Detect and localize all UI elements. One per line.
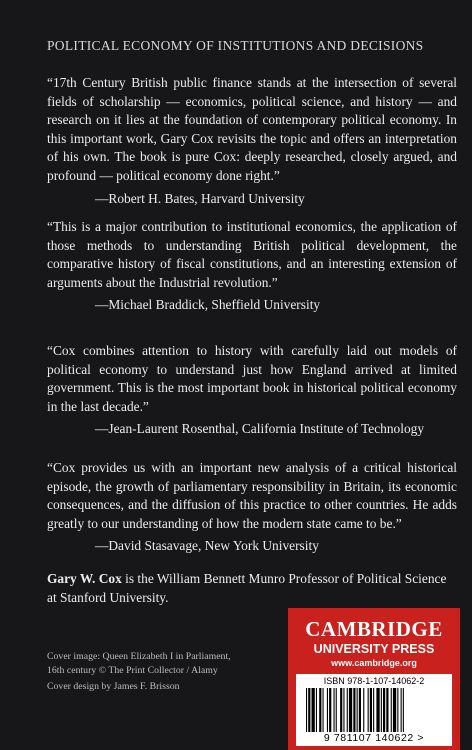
cover-image-credit: Cover image: Queen Elizabeth I in Parliament, 16th century © The Print Collector / Alamy [47,651,231,676]
endorsement-quote: “This is a major contribution to institutional economics, the application of those methods to understanding British political development, the comparative history of fiscal constitutions, and an interesting extension of arguments about the Industrial revolution.” [47,219,457,290]
publisher-name: CAMBRIDGE [305,617,443,641]
publisher-url: www.cambridge.org [331,658,417,668]
publisher-subtitle: UNIVERSITY PRESS [313,642,435,656]
author-bio [47,570,457,607]
publisher-block [288,608,460,750]
endorsement-attribution: —Jean-Laurent Rosenthal, California Institute of Technology [95,421,425,437]
endorsement-bates [47,74,457,208]
barcode-panel [296,674,452,746]
isbn-label: ISBN 978-1-107-14062-2 [323,676,425,686]
cover-design-credit: Cover design by James F. Brisson [47,681,180,692]
endorsement-attribution: —Michael Braddick, Sheffield University [95,297,321,313]
series-title: POLITICAL ECONOMY OF INSTITUTIONS AND DECISIONS [47,38,424,53]
endorsement-quote: “Cox provides us with an important new analysis of a critical historical episode, the growth of parliamentary responsibility in Britain, its economic consequences, and the diffusion of this practice to other countries. He adds greatly to our understanding of how the modern state came to be.” [47,460,457,531]
author-name: Gary W. Cox [47,571,122,586]
endorsement-stasavage [47,459,457,556]
endorsement-braddick [47,218,457,315]
endorsement-quote: “Cox combines attention to history with carefully laid out models of political economy to understand just how England arrived at limited government. This is the most important book in historical political economy in the last decade.” [47,343,457,414]
author-bio-text: is the William Bennett Munro Professor of Political Science at Stanford University. [47,571,447,605]
endorsement-attribution: —Robert H. Bates, Harvard University [95,190,305,206]
barcode-icon [304,688,444,732]
endorsement-attribution: —David Stasavage, New York University [95,538,319,554]
endorsement-quote: “17th Century British public finance stands at the intersection of several fields of scholarship — economics, political science, and history — and research on it lies at the foundation of contemporary political economy. In this important work, Gary Cox revisits the topic and offers an interpretation of his own. The book is pure Cox: deeply researched, closely argued, and profound — political economy done right.” [47,75,457,183]
barcode-digits: 9 781107 140622 > [323,732,425,744]
endorsement-rosenthal [47,342,457,439]
